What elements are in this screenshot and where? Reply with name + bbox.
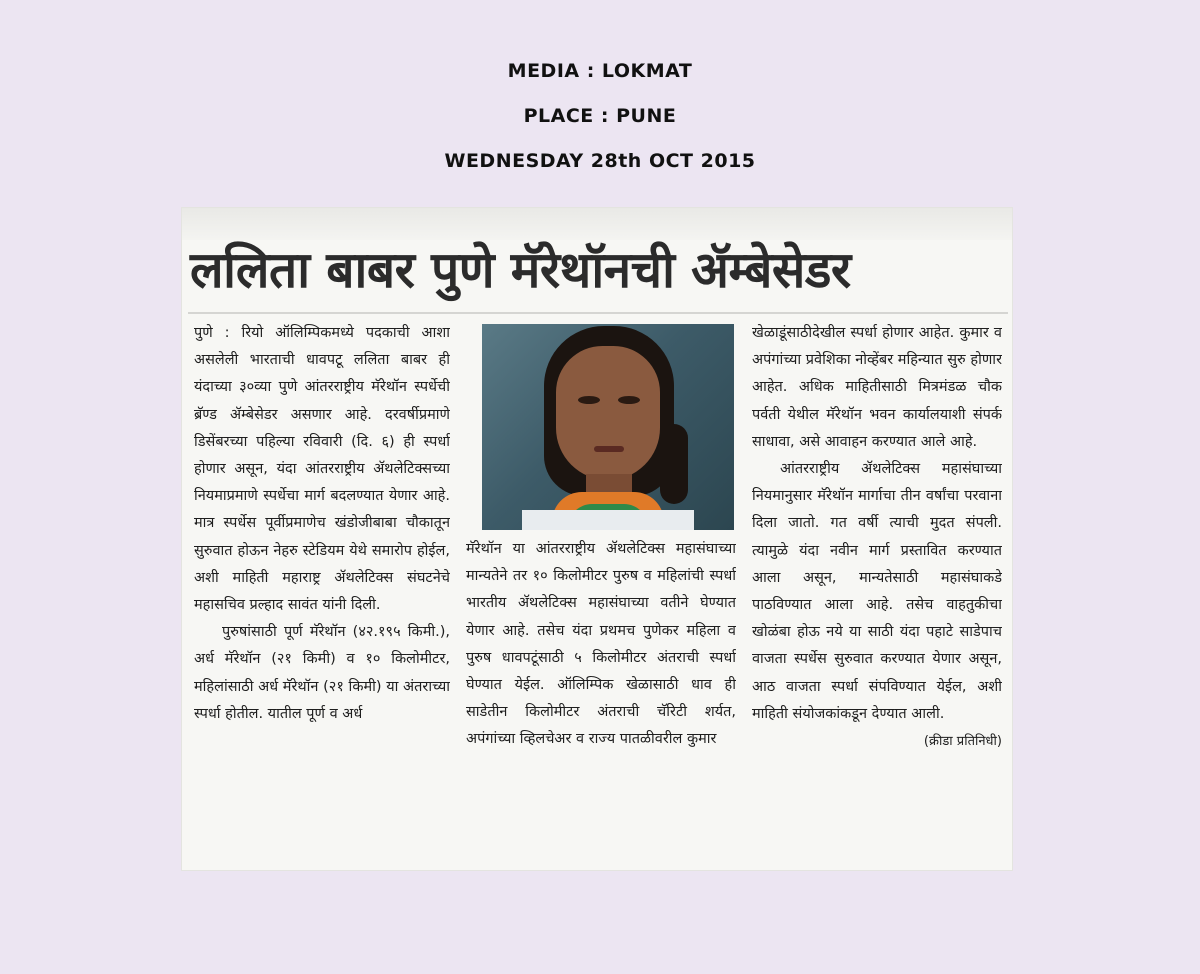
photo-face-shape	[556, 346, 660, 480]
article-paragraph: पुरुषांसाठी पूर्ण मॅरेथॉन (४२.१९५ किमी.), अर्ध मॅरेथॉन (२१ किमी) व १० किलोमीटर, महिलांसाठी अर्ध मॅरेथॉन (२१ किमी) या अंतराच्या स्पर्धा होतील. यातील पूर्ण व अर्ध	[194, 624, 450, 722]
article-column-left	[194, 320, 450, 860]
article-paragraph: खेळाडूंसाठीदेखील स्पर्धा होणार आहेत. कुमार व अपंगांच्या प्रवेशिका नोव्हेंबर महिन्यात सुरु होणार आहेत. अधिक माहितीसाठी मित्रमंडळ चौक पर्वती येथील मॅरेथॉन भवन कार्यालयाशी संपर्क साधावा, असे आवाहन करण्यात आले आहे.	[752, 325, 1002, 450]
newspaper-clipping	[182, 208, 1012, 870]
photo-eye-shape	[618, 396, 640, 404]
article-paragraph: पुणे : रियो ऑलिम्पिकमध्ये पदकाची आशा असलेली भारताची धावपटू ललिता बाबर ही यंदाच्या ३०व्या पुणे आंतरराष्ट्रीय मॅरेथॉन स्पर्धेची ब्रॅण्ड ॲम्बेसेडर असणार आहे. दरवर्षीप्रमाणे डिसेंबरच्या पहिल्या रविवारी (दि. ६) ही स्पर्धा होणार असून, यंदा आंतरराष्ट्रीय ॲथलेटिक्सच्या नियमाप्रमाणे स्पर्धेचा मार्ग बदलण्यात येणार आहे. मात्र स्पर्धेस पूर्वीप्रमाणेच खंडोजीबाबा चौकातून सुरुवात होऊन नेहरु स्टेडियम येथे समारोप होईल, अशी माहिती महाराष्ट्र ॲथलेटिक्स संघटनेचे महासचिव प्रल्हाद सावंत यांनी दिली.	[194, 325, 450, 614]
headline-divider	[188, 312, 1008, 314]
article-column-right	[752, 320, 1002, 860]
date-label: WEDNESDAY 28th OCT 2015	[444, 150, 756, 172]
photo-ponytail-shape	[660, 424, 688, 504]
photo-shirt-shape	[522, 510, 694, 530]
media-label: MEDIA : LOKMAT	[507, 60, 693, 82]
photo-eye-shape	[578, 396, 600, 404]
photo-mouth-shape	[594, 446, 624, 452]
article-column-middle	[466, 536, 736, 862]
author-credit: (क्रीडा प्रतिनिधी)	[923, 734, 1002, 750]
headline: ललिता बाबर पुणे मॅरेथॉनची ॲम्बेसेडर	[190, 241, 851, 299]
article-paragraph: आंतरराष्ट्रीय ॲथलेटिक्स महासंघाच्या नियमानुसार मॅरेथॉन मार्गाचा तीन वर्षांचा परवाना दिला जातो. गत वर्षी त्याची मुदत संपली. त्यामुळे यंदा नवीन मार्ग प्रस्तावित करण्यात आला असून, मान्यतेसाठी महासंघाकडे पाठविण्यात आला आहे. तसेच वाहतुकीचा खोळंबा होऊ नये या साठी यंदा पहाटे साडेपाच वाजता स्पर्धेस सुरुवात करण्यात येणार असून, आठ वाजता स्पर्धा संपविण्यात येईल, अशी माहिती संयोजकांकडून देण्यात आली.	[752, 461, 1002, 722]
place-label: PLACE : PUNE	[523, 105, 677, 127]
article-paragraph: मॅरेथॉन या आंतरराष्ट्रीय ॲथलेटिक्स महासंघाच्या मान्यतेने तर १० किलोमीटर पुरुष व महिलांची स्पर्धा भारतीय ॲथलेटिक्स महासंघाच्या वतीने घेण्यात येणार आहे. तसेच यंदा प्रथमच पुणेकर महिला व पुरुष धावपटूंसाठी ५ किलोमीटर अंतराची स्पर्धा घेण्यात येईल. ऑलिम्पिक खेळासाठी धाव ही साडेतीन किलोमीटर अंतराची चॅरिटी शर्यत, अपंगांच्या व्हिलचेअर व राज्य पातळीवरील कुमार	[466, 541, 736, 748]
athlete-photo	[482, 324, 734, 530]
